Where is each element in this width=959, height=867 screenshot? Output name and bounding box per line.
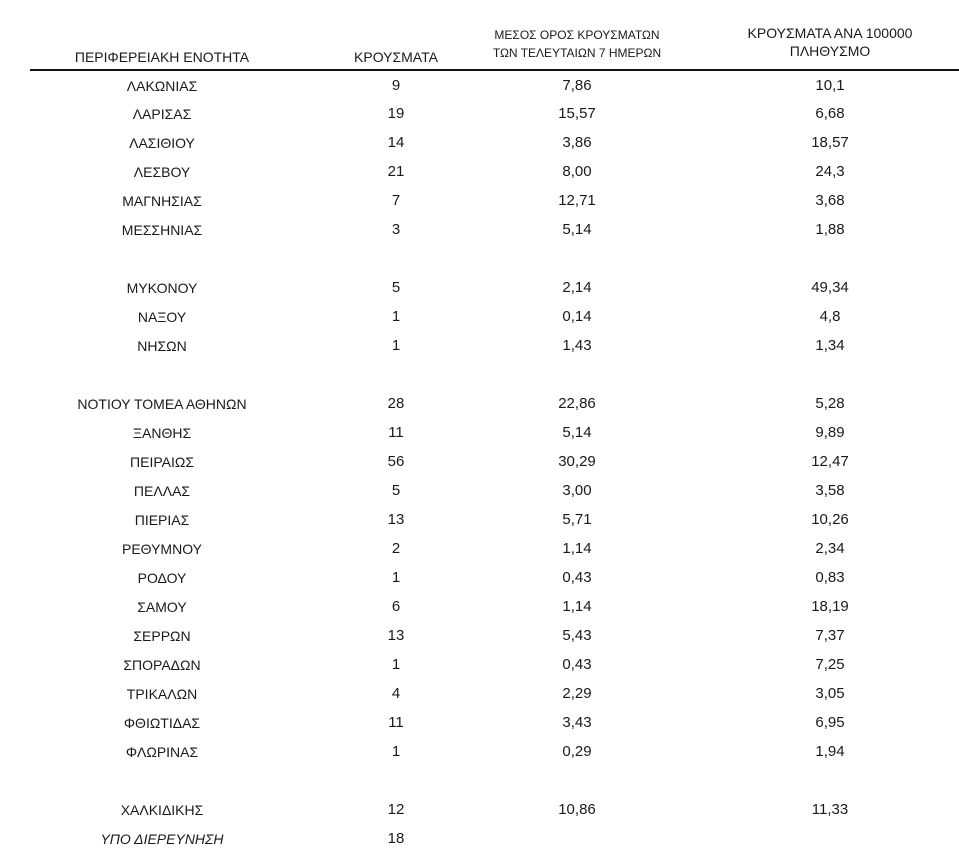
cell-unit: ΛΑΚΩΝΙΑΣ [126,78,198,94]
cell-cases: 12 [387,801,405,818]
cell-avg: 8,00 [562,163,592,180]
cell-unit: ΤΡΙΚΑΛΩΝ [126,686,198,702]
cell-avg: 15,57 [558,105,596,122]
cell-avg: 10,86 [558,801,596,818]
cell-unit: ΝΟΤΙΟΥ ΤΟΜΕΑ ΑΘΗΝΩΝ [77,396,247,412]
cell-cases: 1 [391,656,401,673]
cell-avg: 0,43 [562,656,592,673]
cell-cases: 1 [391,337,401,354]
cell-cases: 13 [387,627,405,644]
cell-unit: ΦΘΙΩΤΙΔΑΣ [123,715,201,731]
cell-unit: ΠΕΙΡΑΙΩΣ [130,454,194,470]
cell-unit: ΠΕΛΛΑΣ [133,483,191,499]
cell-unit: ΡΟΔΟΥ [137,570,187,586]
cell-avg: 5,43 [562,627,592,644]
cell-per100k: 12,47 [811,453,849,470]
cell-unit: ΦΛΩΡΙΝΑΣ [125,744,199,760]
cell-per100k [700,825,959,853]
cell-cases: 5 [391,482,401,499]
cell-avg: 3,86 [562,134,592,151]
cell-cases: 28 [387,395,405,412]
header-avg [462,26,692,62]
cell-avg: 1,14 [562,598,592,615]
cell-avg: 12,71 [558,192,596,209]
cell-unit: ΣΠΟΡΑΔΩΝ [123,657,201,673]
header-per100k-line2: ΠΛΗΘΥΣΜΟ [789,43,871,59]
header-per100k-line1: ΚΡΟΥΣΜΑΤΑ ΑΝΑ 100000 [747,25,913,41]
cell-per100k: 49,34 [811,279,849,296]
cell-per100k: 11,33 [811,801,849,818]
cell-unit: ΛΑΡΙΣΑΣ [132,106,192,122]
cell-per100k: 7,37 [815,627,845,644]
cell-per100k: 3,58 [815,482,845,499]
cell-avg [462,825,692,853]
cell-avg: 1,14 [562,540,592,557]
cell-unit: ΛΕΣΒΟΥ [133,164,191,180]
cell-cases: 18 [387,830,405,847]
cell-cases: 6 [391,598,401,615]
cell-cases: 3 [391,221,401,238]
cell-avg: 3,43 [562,714,592,731]
cell-unit: ΝΗΣΩΝ [137,338,187,354]
cell-per100k: 6,68 [815,105,845,122]
cell-per100k: 10,1 [815,77,845,94]
cell-avg: 2,29 [562,685,592,702]
cell-unit: ΜΕΣΣΗΝΙΑΣ [121,222,203,238]
cell-unit: ΞΑΝΘΗΣ [132,425,192,441]
cell-per100k: 3,05 [815,685,845,702]
cell-avg: 1,43 [562,337,592,354]
cell-cases: 1 [391,569,401,586]
cell-per100k: 1,94 [815,743,845,760]
header-unit: ΠΕΡΙΦΕΡΕΙΑΚΗ ΕΝΟΤΗΤΑ [74,49,250,65]
cell-cases: 1 [391,308,401,325]
cell-avg: 5,71 [562,511,592,528]
header-per100k [700,24,959,60]
cell-cases: 4 [391,685,401,702]
cell-avg: 7,86 [562,77,592,94]
cell-cases: 11 [388,714,404,731]
cell-unit: ΥΠΟ ΔΙΕΡΕΥΝΗΣΗ [100,831,224,847]
cell-unit: ΠΙΕΡΙΑΣ [134,512,190,528]
cell-cases: 2 [391,540,401,557]
cell-unit: ΡΕΘΥΜΝΟΥ [121,541,202,557]
cell-per100k: 18,57 [811,134,849,151]
cell-cases: 56 [387,453,405,470]
cell-avg: 0,29 [562,743,592,760]
cell-unit: ΣΕΡΡΩΝ [133,628,191,644]
cell-unit: ΝΑΞΟΥ [137,309,187,325]
cell-cases: 14 [387,134,405,151]
header-cases: ΚΡΟΥΣΜΑΤΑ [354,49,438,65]
cell-avg: 3,00 [562,482,592,499]
cell-per100k: 0,83 [815,569,845,586]
cell-per100k: 18,19 [811,598,849,615]
cell-cases: 13 [387,511,405,528]
cell-per100k: 7,25 [815,656,845,673]
cell-cases: 5 [391,279,401,296]
cell-unit: ΜΥΚΟΝΟΥ [126,280,198,296]
cell-per100k: 2,34 [815,540,845,557]
cell-cases: 9 [391,77,401,94]
cell-avg: 0,43 [562,569,592,586]
cell-per100k: 10,26 [811,511,849,528]
cell-cases: 21 [387,163,405,180]
cell-cases: 19 [387,105,405,122]
cell-per100k: 5,28 [815,395,845,412]
header-avg-line2: ΤΩΝ ΤΕΛΕΥΤΑΙΩΝ 7 ΗΜΕΡΩΝ [492,46,662,60]
cell-per100k: 3,68 [815,192,845,209]
cell-avg: 22,86 [558,395,596,412]
cell-unit: ΣΑΜΟΥ [137,599,187,615]
cell-per100k: 9,89 [815,424,845,441]
cell-per100k: 6,95 [815,714,845,731]
cell-per100k: 24,3 [815,163,845,180]
cell-cases: 11 [388,424,404,441]
cell-unit: ΜΑΓΝΗΣΙΑΣ [122,193,202,209]
cell-avg: 5,14 [562,424,592,441]
cell-cases: 1 [391,743,401,760]
cell-avg: 30,29 [558,453,596,470]
table-header [0,0,959,75]
cell-unit: ΛΑΣΙΘΙΟΥ [129,135,195,151]
cell-avg: 0,14 [562,308,592,325]
header-avg-line1: ΜΕΣΟΣ ΟΡΟΣ ΚΡΟΥΣΜΑΤΩΝ [494,28,660,42]
cell-unit: ΧΑΛΚΙΔΙΚΗΣ [120,802,204,818]
cell-per100k: 1,34 [815,337,845,354]
cell-avg: 5,14 [562,221,592,238]
header-rule [30,69,959,71]
cell-per100k: 4,8 [819,308,841,325]
cell-avg: 2,14 [562,279,592,296]
cell-cases: 7 [391,192,401,209]
cell-per100k: 1,88 [815,221,845,238]
